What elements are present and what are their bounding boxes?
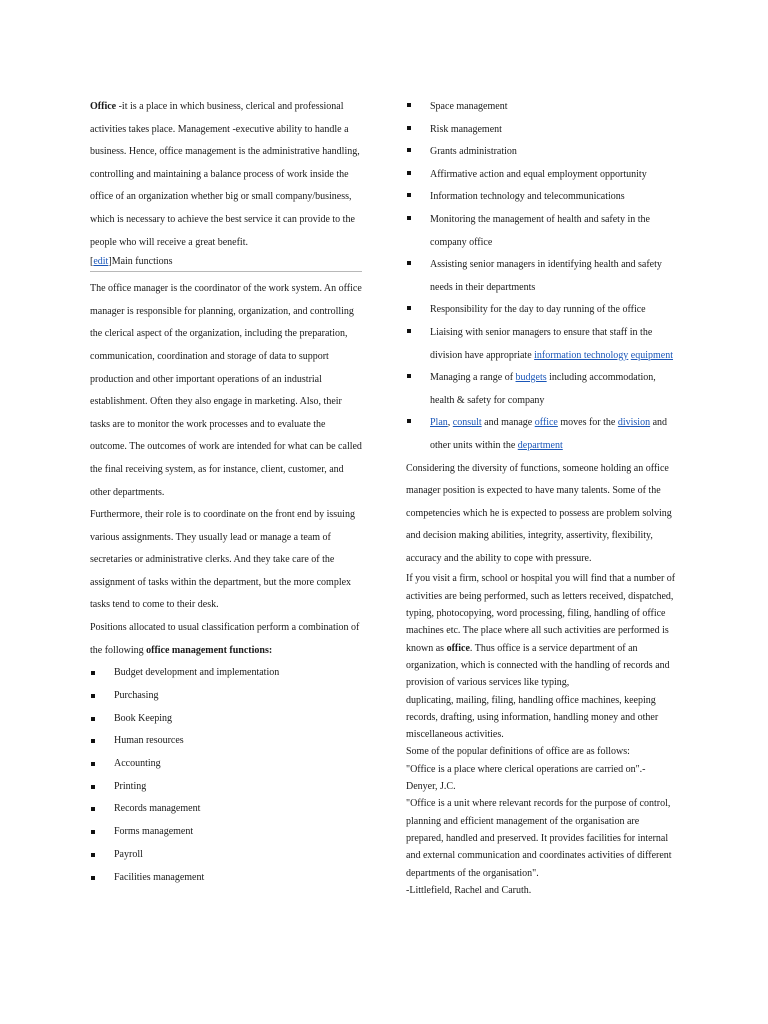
bullet-icon <box>91 785 95 789</box>
list-item <box>90 708 362 731</box>
list-item-label: Records management <box>114 803 201 815</box>
bullet-icon <box>91 717 95 721</box>
bullet-icon <box>91 671 95 675</box>
bullet-icon <box>407 306 411 310</box>
attribution: -Littlefield, Rachel and Caruth. <box>406 884 532 896</box>
paragraph-definitions-intro: Some of the popular definitions of office are as follows: <box>406 746 630 758</box>
positions-text: Positions allocated to usual classification perform a combination of the following <box>90 622 360 656</box>
paragraph-visit <box>406 570 678 691</box>
list-item-label: Space management <box>430 101 508 112</box>
list-item-label: Monitoring the management of health and safety in the company office <box>430 213 650 248</box>
list-item <box>406 412 678 457</box>
bullet-icon <box>407 329 411 333</box>
bullet-icon <box>91 762 95 766</box>
list-item <box>406 96 678 119</box>
list-item <box>406 164 678 187</box>
plan-link[interactable]: Plan <box>430 417 448 429</box>
bullet-icon <box>91 739 95 743</box>
list-item <box>90 753 362 776</box>
list-item <box>90 685 362 708</box>
bullet-icon <box>91 853 95 857</box>
intro-text: -it is a place in which business, clerical and professional activities takes place. Management -executive ability to handle a business. Hence, office management is the administrative handling, controlling and maintaining a balance process of work inside the office of an organization whether big or small company/business, which is necessary to achieve the best service it can provide to the people who will receive a great benefit. <box>90 101 360 248</box>
functions-term: office management functions: <box>146 644 273 656</box>
quote-denyer: "Office is a place where clerical operations are carried on".- Denyer, J.C. <box>406 763 646 793</box>
list-item <box>406 141 678 164</box>
bullet-icon <box>407 216 411 220</box>
list-item-label: Responsibility for the day to day running of the office <box>430 304 646 316</box>
office-term: Office <box>90 101 117 112</box>
quote-littlefield: "Office is a unit where relevant records for the purpose of control, planning and efficient management of the organisation are prepared, handled and preserved. It provides facilities for internal and external communication and coordinates activities of different departments of the organisation". <box>406 798 672 879</box>
list-item <box>90 662 362 685</box>
list-item-label: Affirmative action and equal employment opportunity <box>430 168 647 180</box>
left-column <box>90 96 362 889</box>
budgets-link[interactable]: budgets <box>515 372 547 384</box>
bullet-icon <box>91 876 95 880</box>
list-item-label: Assisting senior managers in identifying health and safety needs in their departments <box>430 259 662 293</box>
list-item-label: Grants administration <box>430 146 517 158</box>
paragraph-competencies: Considering the diversity of functions, someone holding an office manager position is expected to have many talents. Some of the competencies which he is expected to possess are problem solving and decision making abilities, integrity, assertivity, flexibility, accuracy and the ability to cope with pressure. <box>406 462 672 564</box>
visit-text: If you visit a firm, school or hospital you will find that a number of activities are being performed, such as letters received, dispatched, typing, photocopying, word processing, filing, handling of office machines etc. The place where all such activities are performed is known as <box>406 573 676 654</box>
bullet-icon <box>407 103 411 107</box>
list-item-label-tail: including accommodation, health & safety for company <box>430 372 656 406</box>
list-item-label: Managing a range of <box>430 372 516 384</box>
bullet-icon <box>407 419 411 423</box>
paragraph-positions <box>90 617 362 662</box>
office-link[interactable]: office <box>534 417 558 429</box>
paragraph-coordinator: The office manager is the coordinator of the work system. An office manager is responsible for planning, organization, and controlling the clerical aspect of the organization, including the preparation, communication, coordination and storage of data to support production and other important operations of an industrial establishment. Often they also engage in marketing. Also, their tasks are to monitor the work processes and to evaluate the outcome. The outcomes of work are intended for what can be called the final receiving system, as for instance, client, customer, and other departments. <box>90 283 362 498</box>
list-item-label: Liaising with senior managers to ensure that staff in the division have appropriate <box>430 326 653 361</box>
list-item-label: Forms management <box>114 826 194 838</box>
separator-text: , <box>447 417 453 429</box>
list-item <box>406 322 678 367</box>
list-item <box>90 798 362 821</box>
bullet-icon <box>91 694 95 698</box>
list-item <box>406 209 678 254</box>
intro-paragraph <box>90 96 362 254</box>
equipment-link[interactable]: equipment <box>630 349 674 361</box>
section-title: Main functions <box>111 256 173 268</box>
list-item-label: Information technology and telecommunications <box>430 191 625 203</box>
section-heading: [edit]Main functions <box>90 254 362 272</box>
right-column <box>406 96 678 899</box>
duties-list <box>406 96 678 458</box>
edit-link[interactable]: edit <box>93 256 109 268</box>
list-item <box>406 299 678 322</box>
list-item <box>90 844 362 867</box>
functions-list <box>90 662 362 889</box>
list-item-label: Human resources <box>114 735 184 747</box>
consult-link[interactable]: consult <box>452 417 482 429</box>
list-item-label: Purchasing <box>114 689 159 701</box>
list-item <box>406 367 678 412</box>
list-item <box>406 119 678 142</box>
visit-text-tail: . Thus office is a service department of an organization, which is connected with the handling of records and provision of various services like typing, <box>406 642 670 689</box>
list-item-label: Book Keeping <box>114 712 173 724</box>
bullet-icon <box>407 171 411 175</box>
list-item <box>406 186 678 209</box>
list-item <box>90 867 362 890</box>
plan-text: and other units within the <box>430 417 668 451</box>
bullet-icon <box>407 261 411 265</box>
bullet-icon <box>407 148 411 152</box>
bullet-icon <box>407 193 411 197</box>
list-item-label: Risk management <box>430 123 502 135</box>
list-item <box>406 254 678 299</box>
information-technology-link[interactable]: information technology <box>534 349 629 361</box>
list-item <box>90 821 362 844</box>
paragraph-role: Furthermore, their role is to coordinate on the front end by issuing various assignments. They usually lead or manage a team of secretaries or administrative clerks. And they take care of the assignment of tasks within the department, but the more complex tasks tend to come to their desk. <box>90 509 355 611</box>
division-link[interactable]: division <box>617 417 651 429</box>
bullet-icon <box>407 374 411 378</box>
department-link[interactable]: department <box>517 439 563 451</box>
plan-text: and manage <box>481 417 535 429</box>
list-item-label: Payroll <box>114 848 143 860</box>
list-item-label: Accounting <box>114 758 161 770</box>
paragraph-duplicating: duplicating, mailing, filing, handling office machines, keeping records, drafting, using information, handling money and other miscellaneous activities. <box>406 694 659 741</box>
plan-text: moves for the <box>557 417 618 429</box>
list-item-label: Budget development and implementation <box>114 667 280 679</box>
list-item <box>90 730 362 753</box>
list-item-label: Printing <box>114 780 147 792</box>
bullet-icon <box>91 830 95 834</box>
list-item-label: Facilities management <box>114 871 205 883</box>
bullet-icon <box>407 126 411 130</box>
list-item <box>90 776 362 799</box>
bullet-icon <box>91 807 95 811</box>
office-term-bold: office <box>446 642 470 654</box>
